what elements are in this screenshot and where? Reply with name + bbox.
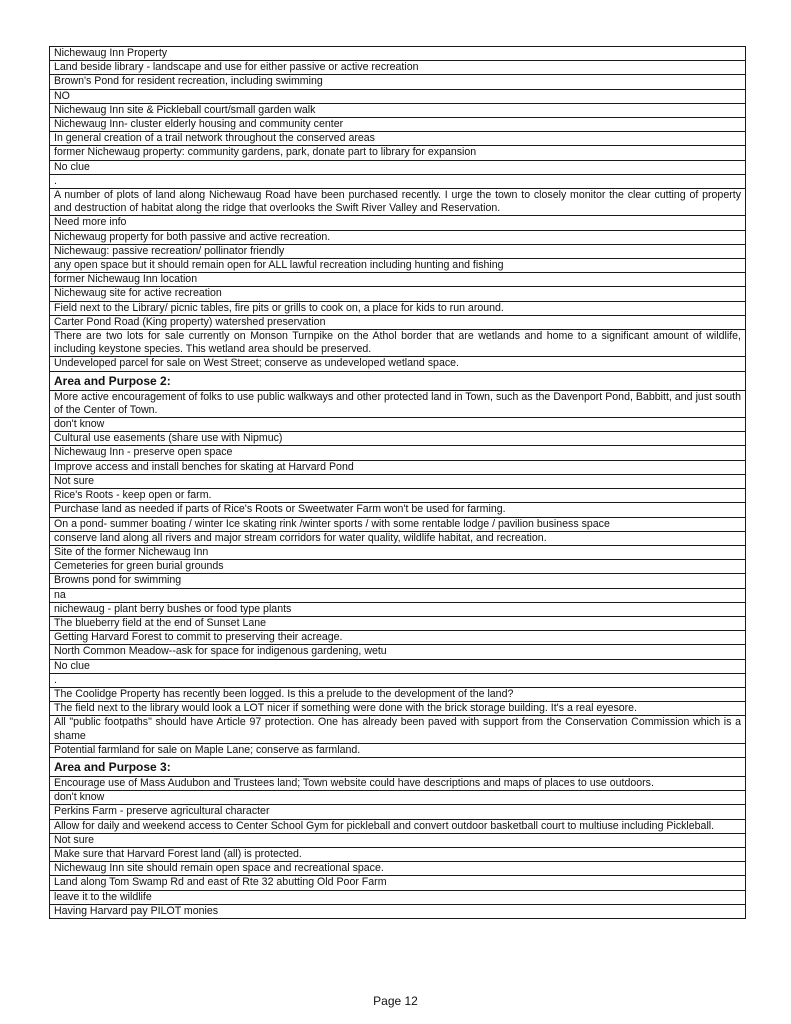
table-row bbox=[50, 876, 746, 890]
table-row bbox=[50, 89, 746, 103]
table-row bbox=[50, 791, 746, 805]
response-cell: Field next to the Library/ picnic tables, fire pits or grills to cook on, a place for kids to run around. bbox=[50, 301, 746, 315]
section-heading: Area and Purpose 3: bbox=[50, 757, 746, 776]
table-row bbox=[50, 560, 746, 574]
response-cell: Carter Pond Road (King property) watershed preservation bbox=[50, 315, 746, 329]
response-cell: don't know bbox=[50, 791, 746, 805]
response-cell: Make sure that Harvard Forest land (all) is protected. bbox=[50, 847, 746, 861]
table-row bbox=[50, 118, 746, 132]
response-cell: The blueberry field at the end of Sunset Lane bbox=[50, 616, 746, 630]
table-row bbox=[50, 61, 746, 75]
response-cell: Land beside library - landscape and use for either passive or active recreation bbox=[50, 61, 746, 75]
section-heading-row bbox=[50, 757, 746, 776]
response-cell: Perkins Farm - preserve agricultural character bbox=[50, 805, 746, 819]
table-row bbox=[50, 446, 746, 460]
table-row bbox=[50, 743, 746, 757]
response-cell: Potential farmland for sale on Maple Lane; conserve as farmland. bbox=[50, 743, 746, 757]
response-cell: North Common Meadow--ask for space for indigenous gardening, wetu bbox=[50, 645, 746, 659]
table-row bbox=[50, 631, 746, 645]
table-row bbox=[50, 315, 746, 329]
table-row bbox=[50, 847, 746, 861]
response-cell: . bbox=[50, 673, 746, 687]
survey-responses-table bbox=[49, 46, 746, 919]
response-cell: No clue bbox=[50, 659, 746, 673]
table-row bbox=[50, 244, 746, 258]
response-cell: Nichewaug Inn- cluster elderly housing and community center bbox=[50, 118, 746, 132]
response-cell: Land along Tom Swamp Rd and east of Rte 32 abutting Old Poor Farm bbox=[50, 876, 746, 890]
response-cell: Nichewaug Inn Property bbox=[50, 47, 746, 61]
table-row bbox=[50, 287, 746, 301]
response-cell: The Coolidge Property has recently been logged. Is this a prelude to the development of the land? bbox=[50, 687, 746, 701]
response-cell: The field next to the library would look a LOT nicer if something were done with the brick storage building. It's a real eyesore. bbox=[50, 702, 746, 716]
response-cell: na bbox=[50, 588, 746, 602]
response-cell: Rice's Roots - keep open or farm. bbox=[50, 489, 746, 503]
table-row bbox=[50, 75, 746, 89]
section-heading-row bbox=[50, 371, 746, 390]
response-cell: Nichewaug: passive recreation/ pollinator friendly bbox=[50, 244, 746, 258]
table-row bbox=[50, 531, 746, 545]
table-row bbox=[50, 216, 746, 230]
table-row bbox=[50, 146, 746, 160]
table-row bbox=[50, 132, 746, 146]
response-cell: Not sure bbox=[50, 474, 746, 488]
response-cell: former Nichewaug Inn location bbox=[50, 273, 746, 287]
response-cell: Allow for daily and weekend access to Center School Gym for pickleball and convert outdoor basketball court to multiuse including Pickleball. bbox=[50, 819, 746, 833]
table-row bbox=[50, 517, 746, 531]
response-cell: There are two lots for sale currently on Monson Turnpike on the Athol border that are wetlands and home to a significant amount of wildlife, including keystone species. This wetland area should be preserved. bbox=[50, 330, 746, 357]
page-number: Page 12 bbox=[373, 994, 418, 1008]
table-row bbox=[50, 574, 746, 588]
table-row bbox=[50, 702, 746, 716]
table-row bbox=[50, 545, 746, 559]
table-row bbox=[50, 259, 746, 273]
table-row bbox=[50, 301, 746, 315]
table-row bbox=[50, 588, 746, 602]
response-cell: Brown's Pond for resident recreation, including swimming bbox=[50, 75, 746, 89]
response-cell: Having Harvard pay PILOT monies bbox=[50, 904, 746, 918]
table-row bbox=[50, 805, 746, 819]
table-row bbox=[50, 474, 746, 488]
response-cell: No clue bbox=[50, 160, 746, 174]
table-row bbox=[50, 673, 746, 687]
response-cell: In general creation of a trail network throughout the conserved areas bbox=[50, 132, 746, 146]
response-cell: Browns pond for swimming bbox=[50, 574, 746, 588]
table-row bbox=[50, 230, 746, 244]
table-row bbox=[50, 432, 746, 446]
response-cell: don't know bbox=[50, 418, 746, 432]
response-cell: nichewaug - plant berry bushes or food type plants bbox=[50, 602, 746, 616]
table-row bbox=[50, 716, 746, 743]
table-row bbox=[50, 776, 746, 790]
table-row bbox=[50, 489, 746, 503]
survey-responses-body bbox=[50, 47, 746, 919]
response-cell: Undeveloped parcel for sale on West Street; conserve as undeveloped wetland space. bbox=[50, 357, 746, 371]
response-cell: Site of the former Nichewaug Inn bbox=[50, 545, 746, 559]
response-cell: All "public footpaths" should have Article 97 protection. One has already been paved with support from the Conservation Commission which is a shame bbox=[50, 716, 746, 743]
table-row bbox=[50, 189, 746, 216]
table-row bbox=[50, 687, 746, 701]
response-cell: On a pond- summer boating / winter Ice skating rink /winter sports / with some rentable lodge / pavilion business space bbox=[50, 517, 746, 531]
response-cell: Need more info bbox=[50, 216, 746, 230]
table-row bbox=[50, 273, 746, 287]
table-row bbox=[50, 503, 746, 517]
response-cell: More active encouragement of folks to use public walkways and other protected land in Town, such as the Davenport Pond, Babbitt, and just south of the Center of Town. bbox=[50, 390, 746, 417]
table-row bbox=[50, 47, 746, 61]
table-row bbox=[50, 616, 746, 630]
response-cell: Nichewaug site for active recreation bbox=[50, 287, 746, 301]
table-row bbox=[50, 357, 746, 371]
response-cell: Cemeteries for green burial grounds bbox=[50, 560, 746, 574]
table-row bbox=[50, 418, 746, 432]
response-cell: A number of plots of land along Nichewaug Road have been purchased recently. I urge the town to closely monitor the clear cutting of property and destruction of habitat along the ridge that overlooks the Swift River Valley and Reservation. bbox=[50, 189, 746, 216]
response-cell: . bbox=[50, 174, 746, 188]
table-row bbox=[50, 890, 746, 904]
response-cell: former Nichewaug property: community gardens, park, donate part to library for expansion bbox=[50, 146, 746, 160]
table-row bbox=[50, 390, 746, 417]
response-cell: Improve access and install benches for skating at Harvard Pond bbox=[50, 460, 746, 474]
response-cell: Purchase land as needed if parts of Rice's Roots or Sweetwater Farm won't be used for farming. bbox=[50, 503, 746, 517]
response-cell: NO bbox=[50, 89, 746, 103]
table-row bbox=[50, 862, 746, 876]
table-row bbox=[50, 103, 746, 117]
table-row bbox=[50, 819, 746, 833]
response-cell: Not sure bbox=[50, 833, 746, 847]
response-cell: leave it to the wildlife bbox=[50, 890, 746, 904]
table-row bbox=[50, 460, 746, 474]
table-row bbox=[50, 904, 746, 918]
response-cell: Nichewaug Inn - preserve open space bbox=[50, 446, 746, 460]
response-cell: Encourage use of Mass Audubon and Trustees land; Town website could have descriptions and maps of places to use outdoors. bbox=[50, 776, 746, 790]
response-cell: Getting Harvard Forest to commit to preserving their acreage. bbox=[50, 631, 746, 645]
response-cell: Cultural use easements (share use with Nipmuc) bbox=[50, 432, 746, 446]
table-row bbox=[50, 833, 746, 847]
table-row bbox=[50, 659, 746, 673]
response-cell: any open space but it should remain open for ALL lawful recreation including hunting and fishing bbox=[50, 259, 746, 273]
section-heading: Area and Purpose 2: bbox=[50, 371, 746, 390]
table-row bbox=[50, 160, 746, 174]
response-cell: Nichewaug property for both passive and active recreation. bbox=[50, 230, 746, 244]
response-cell: Nichewaug Inn site should remain open space and recreational space. bbox=[50, 862, 746, 876]
response-cell: conserve land along all rivers and major stream corridors for water quality, wildlife habitat, and recreation. bbox=[50, 531, 746, 545]
table-row bbox=[50, 330, 746, 357]
response-cell: Nichewaug Inn site & Pickleball court/small garden walk bbox=[50, 103, 746, 117]
table-row bbox=[50, 602, 746, 616]
table-row bbox=[50, 645, 746, 659]
table-row bbox=[50, 174, 746, 188]
